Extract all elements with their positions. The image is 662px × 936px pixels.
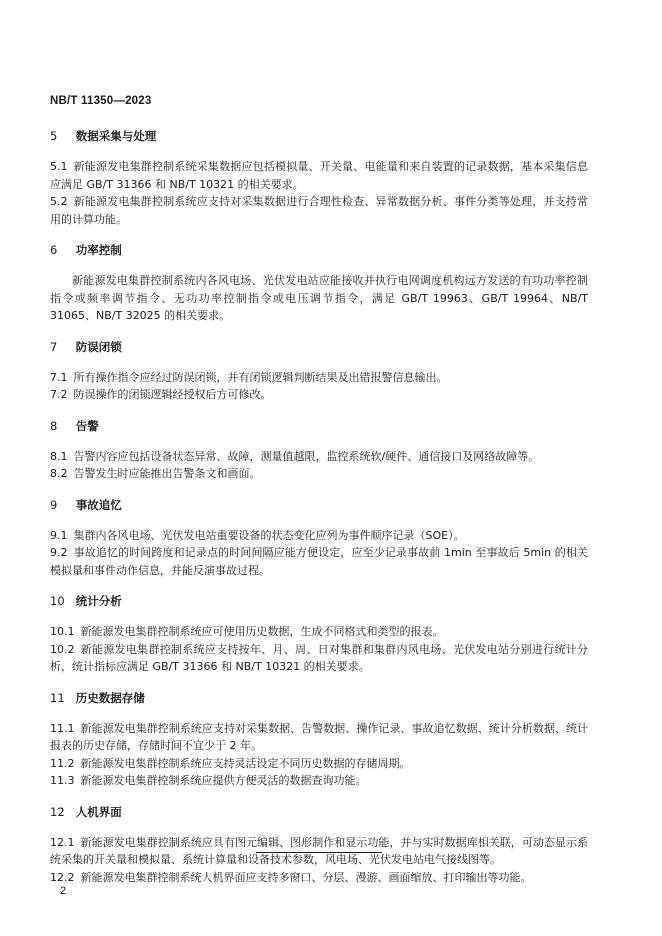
clause-text: 新能源发电集群控制系统应支持对采集数据、告警数据、操作记录、事故追忆数据、统计分析数据、统计报表的历史存储，存储时间不宜少于 2 年。 [50, 721, 588, 752]
section-11 [50, 689, 588, 803]
section-12 [50, 803, 588, 887]
section-title: 数据采集与处理 [75, 129, 157, 143]
section-6 [50, 241, 588, 338]
section-number: 5 [50, 129, 58, 143]
section-title: 告警 [75, 418, 99, 433]
clause-number: 5.1 [50, 160, 68, 173]
clause-paragraph [50, 623, 588, 641]
section-heading [50, 803, 588, 821]
section-gap [50, 228, 588, 241]
section-7 [50, 338, 588, 417]
section-gap [50, 483, 588, 496]
section-heading [50, 241, 588, 259]
clause-number: 11.3 [50, 774, 75, 787]
clause-paragraph [50, 193, 588, 228]
section-title: 事故追忆 [75, 497, 122, 512]
end-rule [256, 852, 382, 853]
section-number: 11 [50, 690, 65, 705]
section-title: 功率控制 [75, 243, 122, 257]
section-gap [50, 790, 588, 803]
section-number: 6 [50, 243, 58, 257]
section-title: 历史数据存储 [75, 690, 145, 705]
clause-text: 所有操作指令应经过防误闭锁，并有闭锁逻辑判断结果及出错报警信息输出。 [73, 370, 448, 384]
clause-paragraph [50, 158, 588, 193]
clause-text: 新能源发电集群控制系统应可使用历史数据，生成不同格式和类型的报表。 [80, 625, 444, 638]
clause-paragraph [50, 834, 588, 869]
section-number: 12 [50, 804, 65, 819]
section-gap [50, 325, 588, 338]
document-body [50, 127, 588, 886]
clause-number: 12.2 [50, 870, 75, 884]
section-heading [50, 417, 588, 435]
clause-text: 新能源发电集群控制系统应具有图元编辑、图形制作和显示功能，并与实时数据库相关联，可动态显示系统采集的开关量和模拟量、系统计算量和设备技术参数，风电场、光伏发电站电气接线图等。 [50, 835, 588, 866]
section-title: 统计分析 [75, 594, 122, 608]
clause-text: 事故追忆的时间跨度和记录点的时间间隔应能方便设定，应至少记录事故前 1min 至事故后 5min 的相关模拟量和事件动作信息，并能反演事故过程。 [50, 546, 588, 577]
section-10 [50, 592, 588, 689]
clause-paragraph [50, 720, 588, 755]
clause-number: 8.1 [50, 449, 68, 463]
clause-text: 新能源发电集群控制系统采集数据应包括模拟量、开关量、电能量和来自装置的记录数据，基本采集信息应满足 GB/T 31366 和 NB/T 10321 的相关要求。 [50, 160, 588, 191]
clause-text: 新能源发电集群控制系统应提供方便灵活的数据查询功能。 [80, 774, 367, 787]
section-8 [50, 417, 588, 496]
section-heading [50, 338, 588, 356]
clause-text: 告警内容应包括设备状态异常、故障，测量值越限，监控系统软/硬件、通信接口及网络故障等。 [73, 449, 540, 463]
clause-number: 11.2 [50, 756, 75, 770]
clause-paragraph [50, 869, 588, 887]
section-number: 9 [50, 497, 58, 512]
clause-number: 12.1 [50, 835, 75, 849]
standard-code: NB/T 11350—2023 [50, 95, 152, 107]
clause-number: 9.2 [50, 546, 68, 559]
section-heading [50, 689, 588, 707]
section-gap [50, 404, 588, 417]
section-title: 人机界面 [75, 804, 122, 819]
section-9 [50, 496, 588, 593]
clause-paragraph [50, 272, 588, 325]
clause-paragraph [50, 369, 588, 387]
clause-text: 集群内各风电场、光伏发电站重要设备的状态变化应列为事件顺序记录（SOE）。 [73, 528, 465, 542]
section-number: 7 [50, 339, 58, 354]
clause-paragraph [50, 755, 588, 773]
clause-text: 新能源发电集群控制系统内各风电场、光伏发电站应能接收并执行电网调度机构远方发送的有功功率控制指令或频率调节指令、无功功率控制指令或电压调节指令，满足 GB/T 19963、GB/T 19964、NB/T 31065、NB/T 32025 的相关要求。 [50, 274, 588, 322]
clause-number: 7.2 [50, 388, 68, 401]
clause-number: 10.2 [50, 642, 75, 656]
clause-text: 新能源发电集群控制系统应支持对采集数据进行合理性检查、异常数据分析、事件分类等处理，并支持常用的计算功能。 [50, 195, 588, 226]
clause-number: 10.1 [50, 625, 75, 638]
clause-paragraph [50, 465, 588, 483]
section-gap [50, 579, 588, 592]
section-gap [50, 676, 588, 689]
section-heading [50, 496, 588, 514]
clause-text: 新能源发电集群控制系统应支持按年、月、周、日对集群和集群内风电场、光伏发电站分别进行统计分析，统计指标应满足 GB/T 31366 和 NB/T 10321 的相关要求。 [50, 642, 588, 673]
clause-text: 新能源发电集群控制系统应支持灵活设定不同历史数据的存储周期。 [80, 756, 411, 770]
section-5 [50, 127, 588, 241]
clause-number: 11.1 [50, 721, 75, 735]
clause-number: 8.2 [50, 467, 68, 480]
clause-text: 告警发生时应能推出告警条文和画面。 [73, 467, 261, 480]
clause-number: 5.2 [50, 195, 68, 208]
section-number: 8 [50, 418, 58, 433]
section-heading [50, 127, 588, 145]
section-title: 防误闭锁 [75, 339, 122, 354]
clause-paragraph [50, 544, 588, 579]
section-number: 10 [50, 594, 65, 608]
page-number: 2 [60, 885, 67, 897]
clause-paragraph [50, 527, 588, 545]
clause-text: 防误操作的闭锁逻辑经授权后方可修改。 [73, 388, 272, 401]
clause-number: 9.1 [50, 528, 68, 542]
clause-paragraph [50, 772, 588, 790]
clause-paragraph [50, 386, 588, 404]
clause-text: 新能源发电集群控制系统人机界面应支持多窗口、分层、漫游、画面缩放、打印输出等功能。 [80, 870, 532, 884]
clause-paragraph [50, 448, 588, 466]
clause-paragraph [50, 641, 588, 676]
section-heading [50, 592, 588, 610]
clause-number: 7.1 [50, 370, 68, 384]
